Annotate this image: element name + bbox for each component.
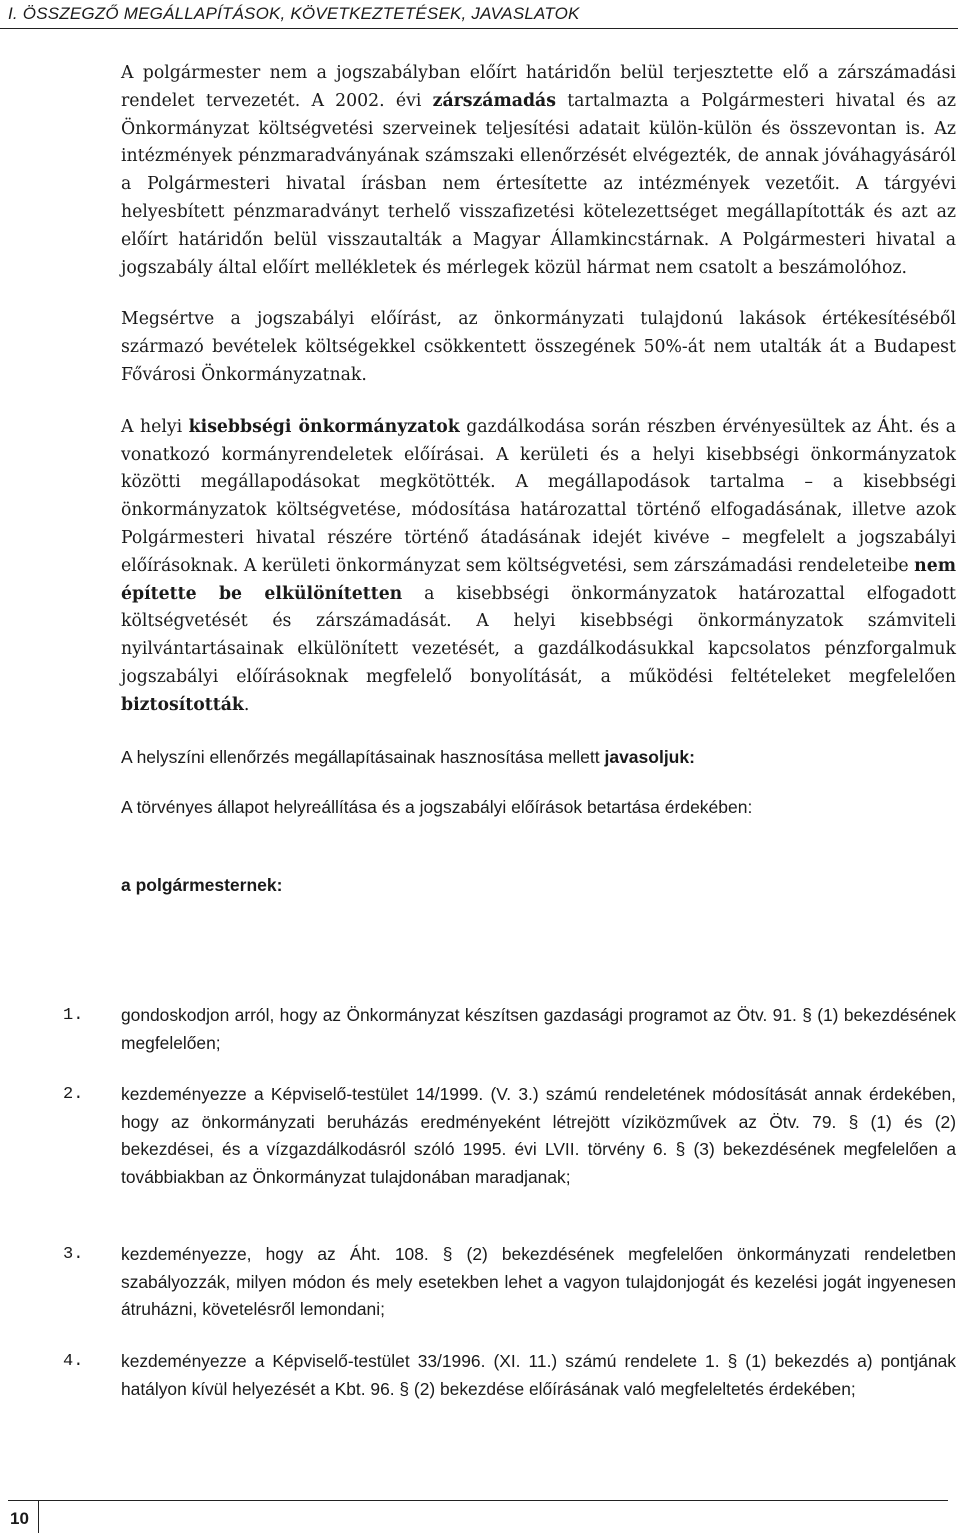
page-header: [0, 0, 958, 29]
header-title: I. ÖSSZEGZŐ MEGÁLLAPÍTÁSOK, KÖVETKEZTETÉSEK, JAVASLATOK: [8, 4, 580, 23]
list-item-number: 2.: [63, 1085, 84, 1104]
document-body: [121, 60, 956, 899]
paragraph-zarszamadas: A polgármester nem a jogszabályban előírt határidőn belül terjesztette elő a zárszámadási rendelet tervezetét. A 2002. évi zárszámadás tartalmazta a Polgármesteri hivatal és az Önkormányzat költségvetési szerveinek teljesítési adatait külön-külön és összevontan is. Az intézmények pénzmaradványának számszaki ellenőrzését elvégezték, de annak jóváhagyásáról a Polgármesteri hivatal írásban nem értesítette az intézmények vezetőit. A tárgyévi helyesbített pénzmaradványt terhelő visszafizetési kötelezettséget megállapították és azt az előírt határidőn belül visszautalták a Magyar Államkincstárnak. A Polgármesteri hivatal a jogszabály által előírt mellékletek és mérlegek közül hármat nem csatolt a beszámolóhoz.: [121, 63, 956, 278]
paragraph-javasoljuk: A helyszíni ellenőrzés megállapításainak hasznosítása mellett javasoljuk:: [121, 746, 695, 767]
list-item-number: 4.: [63, 1352, 84, 1371]
paragraph-kisebbsegi: A helyi kisebbségi önkormányzatok gazdálkodása során részben érvényesültek az Áht. és a vonatkozó kormányrendeletek előírásai. A kerületi és a helyi kisebbségi önkormányzatok közötti megállapodásokat megkötötték. A megállapodások tartalma – a kisebbségi önkormányzatok költségvetése, módosítása határozattal történő elfogadásának, illetve azok Polgármesteri hivatal részére történő átadásának idejét kivéve – megfelelt a jogszabályi előírásoknak. A kerületi önkormányzat sem költségvetési, sem zárszámadási rendeleteibe nem építette be elkülönítetten a kisebbségi önkormányzatok határozattal elfogadott költségvetését és zárszámadását. A helyi kisebbségi önkormányzatok számviteli nyilvántartásainak elkülönített vezetését, a gazdálkodásukkal kapcsolatos pénzforgalmuk jogszabályi előírásoknak megfelelő bonyolítását, a működési feltételeket megfelelően biztosították.: [121, 416, 956, 715]
paragraph-lakasok: Megsértve a jogszabályi előírást, az önkormányzati tulajdonú lakások értékesítéséből származó bevételek költségekkel csökkentett összegének 50%-át nem utalták át a Budapest Fővárosi Önkormányzatnak.: [121, 309, 956, 385]
footer-rule: [8, 1500, 948, 1501]
paragraph-torvenyes-allapot: A törvényes állapot helyreállítása és a jogszabályi előírások betartása érdekében:: [121, 796, 753, 817]
list-item-number: 3.: [63, 1245, 84, 1264]
list-item: kezdeményezze a Képviselő-testület 33/1996. (XI. 11.) számú rendelete 1. § (1) bekezdés a) pontjának hatályon kívül helyezését a Kbt. 96. § (2) bekezdése előírásának való megfeleltetés érdekében;: [121, 1351, 956, 1399]
list-item-number: 1.: [63, 1006, 84, 1025]
heading-polgarmesternek: a polgármesternek:: [121, 874, 283, 895]
list-item: kezdeményezze, hogy az Áht. 108. § (2) bekezdésének megfelelően önkormányzati rendeletben szabályozzák, milyen módon és mely esetekben lehet a vagyon tulajdonjogát és kezelési jogát ingyenesen átruházni, követelésről lemondani;: [121, 1244, 956, 1320]
list-item: kezdeményezze a Képviselő-testület 14/1999. (V. 3.) számú rendeletének módosítását annak érdekében, hogy az önkormányzati beruházás eredményeként létrejött víziközművek az Ötv. 79. § (1) és (2) bekezdései, és a vízgazdálkodásról szóló 1995. évi LVII. törvény 6. § (3) bekezdésének megfelelően a továbbiakban az Önkormányzat tulajdonában maradjanak;: [121, 1084, 956, 1187]
list-item: gondoskodjon arról, hogy az Önkormányzat készítsen gazdasági programot az Ötv. 91. § (1) bekezdésének megfelelően;: [121, 1005, 956, 1053]
page-number: 10: [10, 1509, 29, 1528]
